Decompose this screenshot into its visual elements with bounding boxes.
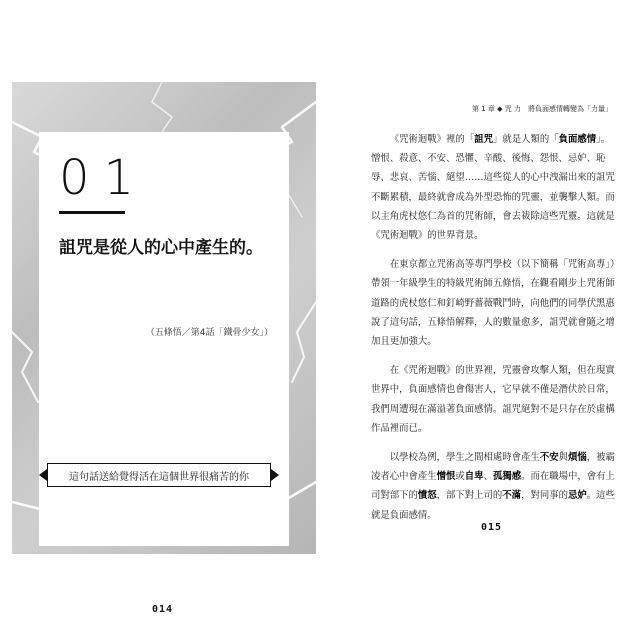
body-paragraph [371, 255, 619, 351]
chapter-quote: 詛咒是從人的心中產生的。 [59, 238, 263, 258]
left-page-panel [12, 82, 316, 615]
body-paragraph [371, 361, 619, 438]
text-run: 。這些就是負面感情。 [371, 490, 615, 521]
body-text [371, 130, 619, 535]
text-run: 《咒術迴戰》裡的「 [389, 134, 475, 145]
bold-term: 憎恨 [436, 471, 456, 483]
running-head: 第 1 章 ◆ 咒 力 將負面感情轉變為「力量」 [472, 105, 612, 113]
ribbon-banner [47, 463, 271, 487]
bold-term: 不安 [539, 452, 559, 464]
text-run: 與 [558, 452, 568, 464]
text-run: 或 [455, 471, 465, 483]
bold-term: 忌妒 [567, 490, 587, 502]
page-number-left: 014 [152, 604, 174, 615]
text-run: ，部下對上司的 [436, 490, 503, 502]
text-run: 以學校為例，學生之間相處時會產生 [389, 452, 540, 464]
chapter-underline [59, 211, 125, 214]
quote-source: （五條悟／第4話「鐵骨少女」） [145, 328, 273, 338]
bold-term: 負面感情 [558, 134, 597, 145]
text-run: 在《咒術迴戰》的世界裡，咒靈會攻擊人類，但在現實世界中，負面感情也會傷害人，它早就不僅是潛伏於日常，我們周遭現在滿溢著負面感情。詛咒絕對不是只存在於虛構作品裡而已。 [371, 365, 615, 434]
bold-term: 不滿 [502, 490, 522, 502]
text-run: ，被霸凌者心中會產生 [371, 452, 615, 483]
bold-term: 孤獨感 [492, 471, 522, 483]
body-paragraph [371, 130, 619, 245]
text-run: 、 [483, 471, 493, 483]
banner-text: 這句話送給覺得活在這個世界很痛苦的你 [69, 471, 249, 483]
text-run: ，對同事的 [521, 490, 568, 502]
text-run: 在東京都立咒術高等專門學校（以下簡稱「咒術高專」）帶領一年級學生的特級咒術師五條悟，在觀看剛步上咒術師道路的虎杖悠仁和釘崎野薔薇戰鬥時，向他們的同學伏黑惠說了這句話，五條悟解釋，人的數量愈多，詛咒就會隨之增加且更加強大。 [371, 259, 615, 348]
bold-term: 詛咒 [474, 134, 493, 145]
bold-term: 煩惱 [567, 452, 587, 464]
chapter-number: 01 [59, 150, 149, 206]
text-run: 」就是人類的「 [492, 134, 559, 145]
text-run: 。而在職場中，會有上司對部下的 [371, 471, 615, 502]
body-paragraph [371, 448, 619, 525]
bold-term: 憤怒 [417, 490, 437, 502]
page-number-right: 015 [481, 522, 503, 533]
bold-term: 自卑 [464, 471, 484, 483]
text-run: 」。憎恨、殺意、不安、恐懼、辛酸、後悔、怨恨、忌妒、恥辱、悲哀、苦惱、絕望……這些從人的心中洩漏出來的詛咒不斷累積，最終就會成為外型恐怖的咒靈，並襲擊人類。而以主角虎杖悠仁為首的咒術師，會去祓除這些咒靈。這就是《咒術迴戰》的世界背景。 [371, 134, 615, 242]
